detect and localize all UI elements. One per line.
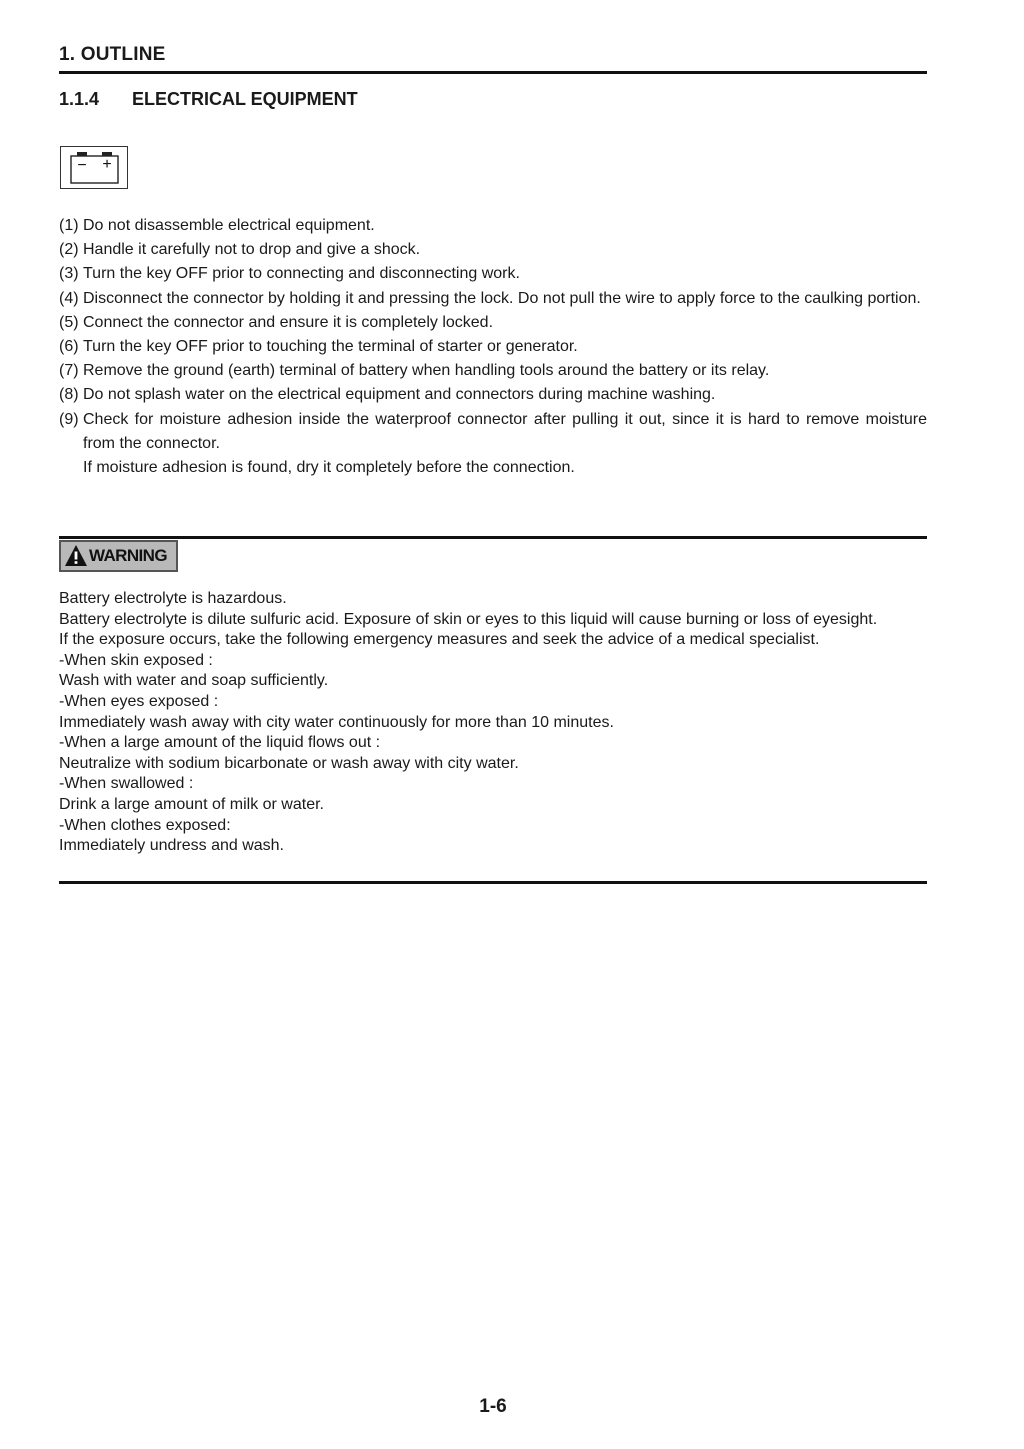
item-text: Disconnect the connector by holding it and pressing the lock. Do not pull the wire to apply force to the caulking portion. bbox=[83, 289, 921, 307]
warning-bottom-divider bbox=[59, 881, 927, 884]
list-item bbox=[59, 383, 927, 407]
item-text: Turn the key OFF prior to connecting and disconnecting work. bbox=[83, 265, 520, 283]
warning-line: -When skin exposed : bbox=[59, 651, 213, 669]
warning-line: Immediately wash away with city water continuously for more than 10 minutes. bbox=[59, 713, 614, 731]
item-index: (3) bbox=[59, 265, 79, 283]
warning-line: -When a large amount of the liquid flows out : bbox=[59, 734, 381, 752]
section-number: 1.1.4 bbox=[59, 89, 100, 109]
item-index: (1) bbox=[59, 217, 79, 234]
item-index: (2) bbox=[59, 241, 79, 259]
item-text: Do not disassemble electrical equipment. bbox=[83, 217, 375, 234]
warning-line: -When clothes exposed: bbox=[59, 816, 231, 834]
item-text: Check for moisture adhesion inside the waterproof connector after pulling it out, since it is hard to remove moisture from the connector. bbox=[83, 410, 927, 452]
warning-line: Drink a large amount of milk or water. bbox=[59, 795, 324, 813]
warning-line: Battery electrolyte is dilute sulfuric acid. Exposure of skin or eyes to this liquid will cause burning or loss of eyesight. bbox=[59, 610, 878, 628]
list-item bbox=[59, 287, 927, 311]
warning-line: Battery electrolyte is hazardous. bbox=[59, 590, 287, 607]
warning-triangle-icon bbox=[64, 544, 88, 568]
list-item bbox=[59, 214, 927, 238]
item-index: (6) bbox=[59, 338, 79, 356]
item-index: (7) bbox=[59, 362, 79, 380]
precaution-list bbox=[59, 214, 927, 480]
chapter-title: 1. OUTLINE bbox=[59, 44, 166, 65]
chapter-divider bbox=[59, 71, 927, 74]
item-index: (4) bbox=[59, 289, 79, 307]
battery-plus-sign: + bbox=[102, 156, 112, 173]
item-index: (9) bbox=[59, 410, 79, 428]
warning-line: Neutralize with sodium bicarbonate or wash away with city water. bbox=[59, 754, 519, 772]
list-item bbox=[59, 311, 927, 335]
warning-text-block bbox=[59, 589, 927, 857]
list-item bbox=[59, 262, 927, 286]
warning-line: -When swallowed : bbox=[59, 775, 194, 793]
item-text: Connect the connector and ensure it is completely locked. bbox=[83, 313, 494, 331]
battery-icon bbox=[61, 147, 127, 188]
item-index: (5) bbox=[59, 313, 79, 331]
warning-line: -When eyes exposed : bbox=[59, 692, 219, 710]
item-text: Remove the ground (earth) terminal of battery when handling tools around the battery or its relay. bbox=[83, 362, 770, 380]
warning-label: WARNING bbox=[89, 546, 167, 565]
battery-icon-box bbox=[60, 146, 128, 189]
battery-minus-sign: − bbox=[77, 157, 87, 174]
item-text: Turn the key OFF prior to touching the terminal of starter or generator. bbox=[83, 338, 578, 356]
list-item bbox=[59, 408, 927, 481]
warning-line: Wash with water and soap sufficiently. bbox=[59, 672, 329, 690]
warning-line: Immediately undress and wash. bbox=[59, 837, 284, 855]
warning-badge bbox=[59, 540, 178, 572]
section-heading bbox=[59, 89, 358, 110]
list-item bbox=[59, 359, 927, 383]
item-text: Handle it carefully not to drop and give a shock. bbox=[83, 241, 421, 259]
item-index: (8) bbox=[59, 386, 79, 404]
section-title: ELECTRICAL EQUIPMENT bbox=[132, 89, 358, 109]
list-item bbox=[59, 238, 927, 262]
list-item bbox=[59, 335, 927, 359]
warning-line: If the exposure occurs, take the following emergency measures and seek the advice of a medical specialist. bbox=[59, 631, 820, 649]
warning-top-divider bbox=[59, 536, 927, 539]
item-text: Do not splash water on the electrical equipment and connectors during machine washing. bbox=[83, 386, 716, 404]
page-number: 1-6 bbox=[479, 1396, 507, 1417]
item-note: If moisture adhesion is found, dry it completely before the connection. bbox=[83, 459, 575, 477]
manual-page bbox=[59, 0, 927, 1449]
